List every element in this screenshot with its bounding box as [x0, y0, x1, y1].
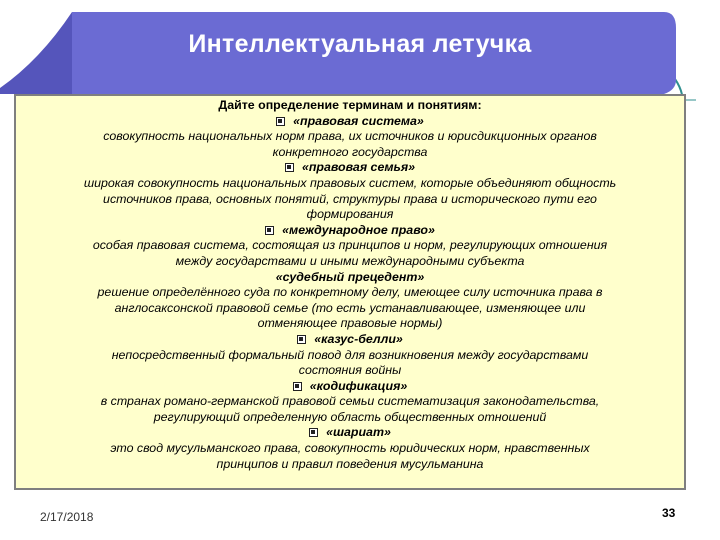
checkbox-bullet-icon	[276, 117, 285, 126]
banner-tail	[0, 12, 72, 94]
term-definition-line: конкретного государства	[272, 144, 428, 159]
term-title	[16, 160, 684, 176]
term-definition-line: состояния войны	[298, 363, 402, 378]
term-label: «шариат»	[326, 425, 391, 440]
content-heading: Дайте определение терминам и понятиям:	[218, 98, 482, 112]
term-label: «судебный прецедент»	[275, 269, 425, 284]
term-title	[16, 270, 684, 286]
term-definition-line: в странах романо-германской правовой семьи систематизация законодательства,	[100, 394, 600, 409]
term-definition-line: непосредственный формальный повод для возникновения между государствами	[111, 347, 589, 362]
term-definition-line: широкая совокупность национальных правовых систем, которые объединяют общность	[83, 175, 617, 190]
term-label: «кодификация»	[309, 378, 408, 393]
term-definition-line: совокупность национальных норм права, их источников и юрисдикционных органов	[103, 129, 597, 144]
term-definition-line: особая правовая система, состоящая из принципов и норм, регулирующих отношения	[92, 238, 608, 253]
checkbox-bullet-icon	[297, 335, 306, 344]
checkbox-bullet-icon	[309, 428, 318, 437]
page-number: 33	[662, 506, 676, 520]
term-title	[16, 379, 684, 395]
term-definition-line: регулирующий определенную область общественных отношений	[153, 409, 547, 424]
term-definition-line: отменяющее правовые нормы)	[257, 316, 443, 331]
term-label: «правовая система»	[293, 113, 424, 128]
term-definition-line: это свод мусульманского права, совокупность юридических норм, нравственных	[110, 441, 590, 456]
slide-title: Интеллектуальная летучка	[188, 30, 532, 58]
term-title	[16, 114, 684, 130]
term-definition-line: между государствами и иными международными субъекта	[175, 253, 525, 268]
term-title	[16, 425, 684, 441]
term-definition-line: источников права, основных понятий, структуры права и исторического пути его	[103, 191, 597, 206]
term-label: «казус-белли»	[314, 331, 403, 346]
checkbox-bullet-icon	[285, 163, 294, 172]
term-title	[16, 332, 684, 348]
checkbox-bullet-icon	[265, 226, 274, 235]
term-definition-line: решение определённого суда по конкретному делу, имеющее силу источника права в	[97, 285, 603, 300]
term-label: «международное право»	[282, 222, 435, 237]
term-definition-line: формирования	[306, 207, 394, 222]
footer-date: 2/17/2018	[40, 510, 94, 524]
term-definition-line: англосаксонской правовой семье (то есть устанавливающее, изменяющее или	[114, 300, 586, 315]
term-title	[16, 223, 684, 239]
checkbox-bullet-icon	[293, 382, 302, 391]
content-box	[14, 94, 686, 490]
term-label: «правовая семья»	[301, 160, 416, 175]
term-definition-line: принципов и правил поведения мусульманина	[216, 456, 484, 471]
